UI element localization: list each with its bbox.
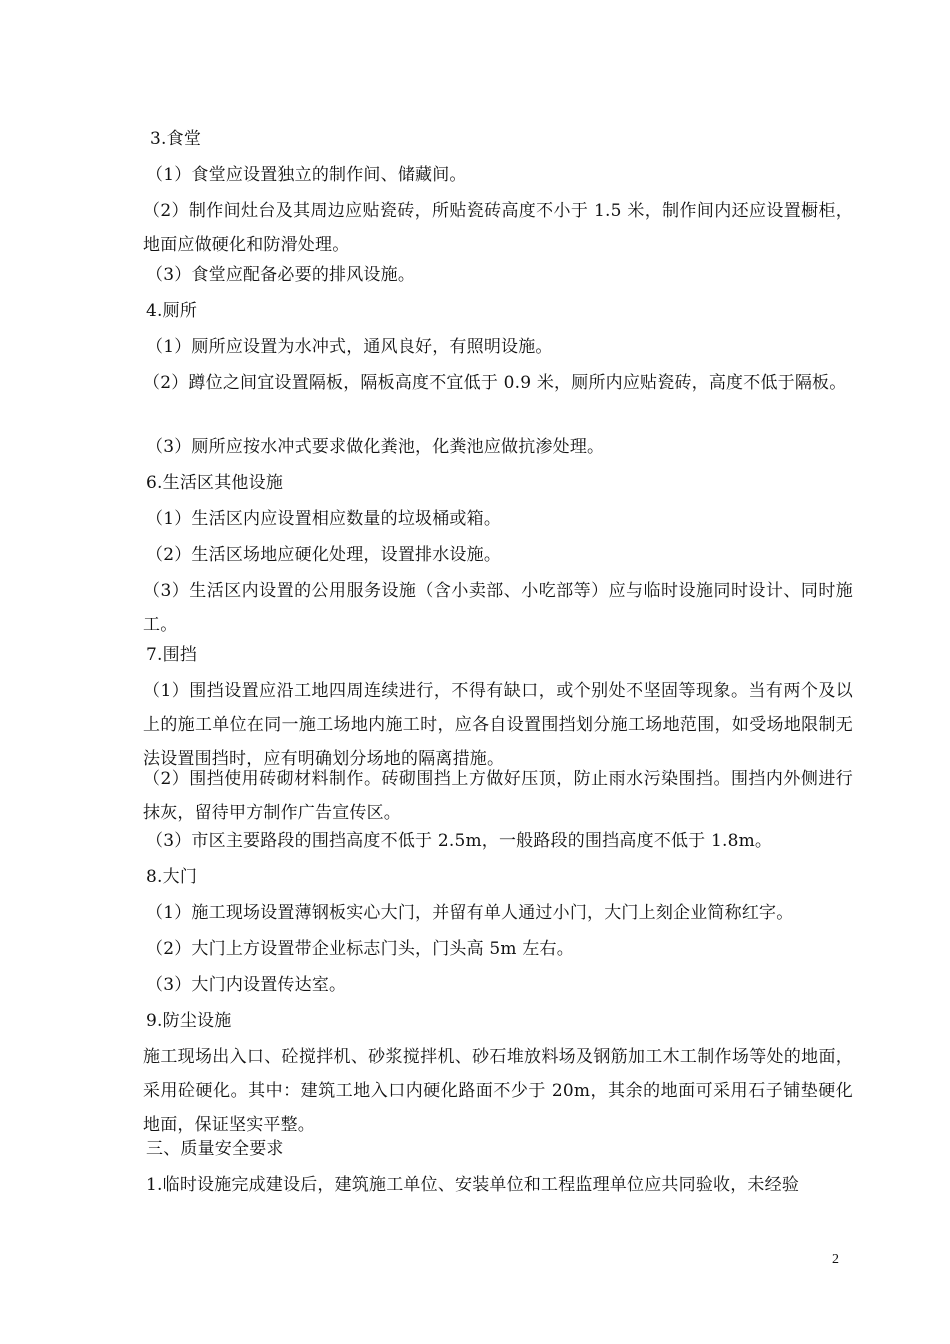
toilet-heading: 4.厕所 [146,301,198,321]
gate-item-2: （2）大门上方设置带企业标志门头，门头高 5m 左右。 [146,939,574,959]
dust-item-1: 施工现场出入口、砼搅拌机、砂浆搅拌机、砂石堆放料场及钢筋加工木工制作场等处的地面，采用砼硬化。其中：建筑工地入口内硬化路面不少于 20m，其余的地面可采用石子铺垫硬化地面，保证坚实平整。 [143,1047,853,1135]
canteen-item-1: （1）食堂应设置独立的制作间、储藏间。 [146,165,467,185]
living-item-2: （2）生活区场地应硬化处理，设置排水设施。 [146,545,502,565]
living-item-3: （3）生活区内设置的公用服务设施（含小卖部、小吃部等）应与临时设施同时设计、同时施工。 [143,581,853,635]
canteen-item-3: （3）食堂应配备必要的排风设施。 [146,265,416,285]
toilet-item-1: （1）厕所应设置为水冲式，通风良好，有照明设施。 [146,337,553,357]
toilet-item-3: （3）厕所应按水冲式要求做化粪池，化粪池应做抗渗处理。 [146,437,605,457]
gate-item-1: （1）施工现场设置薄钢板实心大门，并留有单人通过小门，大门上刻企业简称红字。 [146,903,794,923]
toilet-item-2: （2）蹲位之间宜设置隔板，隔板高度不宜低于 0.9 米，厕所内应贴瓷砖，高度不低于隔板。 [143,373,847,393]
fence-item-1: （1）围挡设置应沿工地四周连续进行，不得有缺口，或个别处不坚固等现象。当有两个及以上的施工单位在同一施工场地内施工时，应各自设置围挡划分施工场地范围，如受场地限制无法设置围挡时，应有明确划分场地的隔离措施。 [143,681,853,769]
gate-heading: 8.大门 [146,867,198,887]
fence-item-3: （3）市区主要路段的围挡高度不低于 2.5m，一般路段的围挡高度不低于 1.8m。 [146,831,773,851]
canteen-item-2: （2）制作间灶台及其周边应贴瓷砖，所贴瓷砖高度不小于 1.5 米，制作间内还应设置橱柜，地面应做硬化和防滑处理。 [143,201,853,255]
page-number: 2 [832,1252,839,1267]
living-heading: 6.生活区其他设施 [146,473,284,493]
gate-item-3: （3）大门内设置传达室。 [146,975,347,995]
dust-heading: 9.防尘设施 [146,1011,232,1031]
fence-heading: 7.围挡 [146,645,198,665]
quality-heading: 三、质量安全要求 [146,1139,284,1159]
living-item-1: （1）生活区内应设置相应数量的垃圾桶或箱。 [146,509,502,529]
canteen-heading: 3.食堂 [150,129,202,149]
quality-item-1: 1.临时设施完成建设后，建筑施工单位、安装单位和工程监理单位应共同验收，未经验 [146,1175,800,1195]
fence-item-2: （2）围挡使用砖砌材料制作。砖砌围挡上方做好压顶，防止雨水污染围挡。围挡内外侧进行抹灰，留待甲方制作广告宣传区。 [143,769,853,823]
